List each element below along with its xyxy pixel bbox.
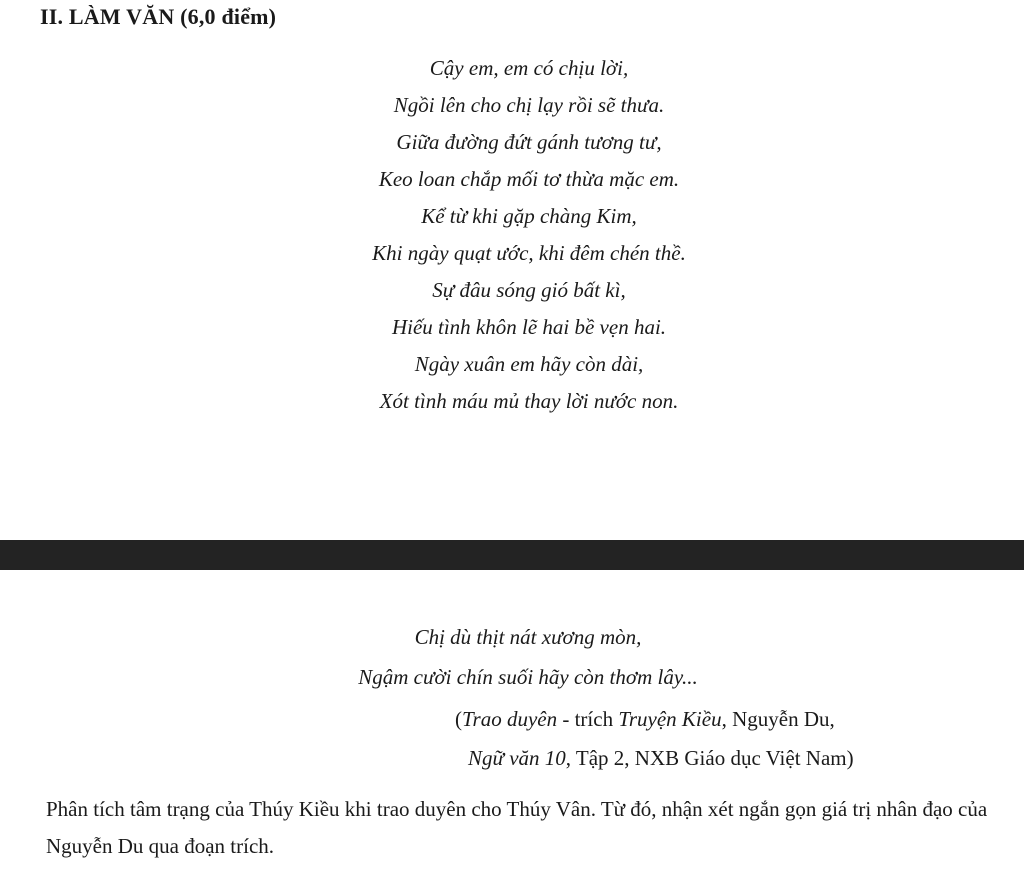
citation-publisher: , Tập 2, NXB Giáo dục Việt Nam) — [565, 746, 854, 770]
essay-prompt: Phân tích tâm trạng của Thúy Kiều khi trao duyên cho Thúy Vân. Từ đó, nhận xét ngắn gọn giá trị nhân đạo của Nguyễn Du qua đoạn trích. — [46, 797, 988, 858]
poem-line: Giữa đường đứt gánh tương tư, — [396, 130, 662, 154]
poem-line: Ngậm cười chín suối hãy còn thơm lây... — [358, 665, 698, 689]
poem-line: Sự đâu sóng gió bất kì, — [432, 278, 626, 302]
poem-line: Cậy em, em có chịu lời, — [429, 56, 629, 80]
citation-book-title: Truyện Kiều — [618, 707, 722, 731]
screenshot-divider-bar — [0, 540, 1024, 570]
citation-line-2 — [468, 745, 854, 771]
poem-line: Khi ngày quạt ước, khi đêm chén thề. — [372, 241, 686, 265]
poem-line: Kể từ khi gặp chàng Kim, — [421, 204, 637, 228]
citation-line-1 — [455, 706, 835, 732]
citation-text: - trích — [557, 707, 619, 731]
citation-author: , Nguyễn Du, — [721, 707, 835, 731]
poem-line: Ngày xuân em hãy còn dài, — [414, 352, 644, 376]
citation-textbook-title: Ngữ văn 10 — [468, 746, 566, 770]
poem-line: Keo loan chắp mối tơ thừa mặc em. — [378, 167, 680, 191]
section-heading: II. LÀM VĂN (6,0 điểm) — [40, 4, 277, 29]
citation-excerpt-title: Trao duyên — [462, 707, 558, 731]
citation-paren: ( — [455, 707, 462, 731]
poem-line: Hiếu tình khôn lẽ hai bề vẹn hai. — [391, 315, 667, 339]
poem-line: Ngồi lên cho chị lạy rồi sẽ thưa. — [393, 93, 665, 117]
poem-line: Chị dù thịt nát xương mòn, — [414, 625, 642, 649]
poem-line: Xót tình máu mủ thay lời nước non. — [379, 389, 679, 413]
